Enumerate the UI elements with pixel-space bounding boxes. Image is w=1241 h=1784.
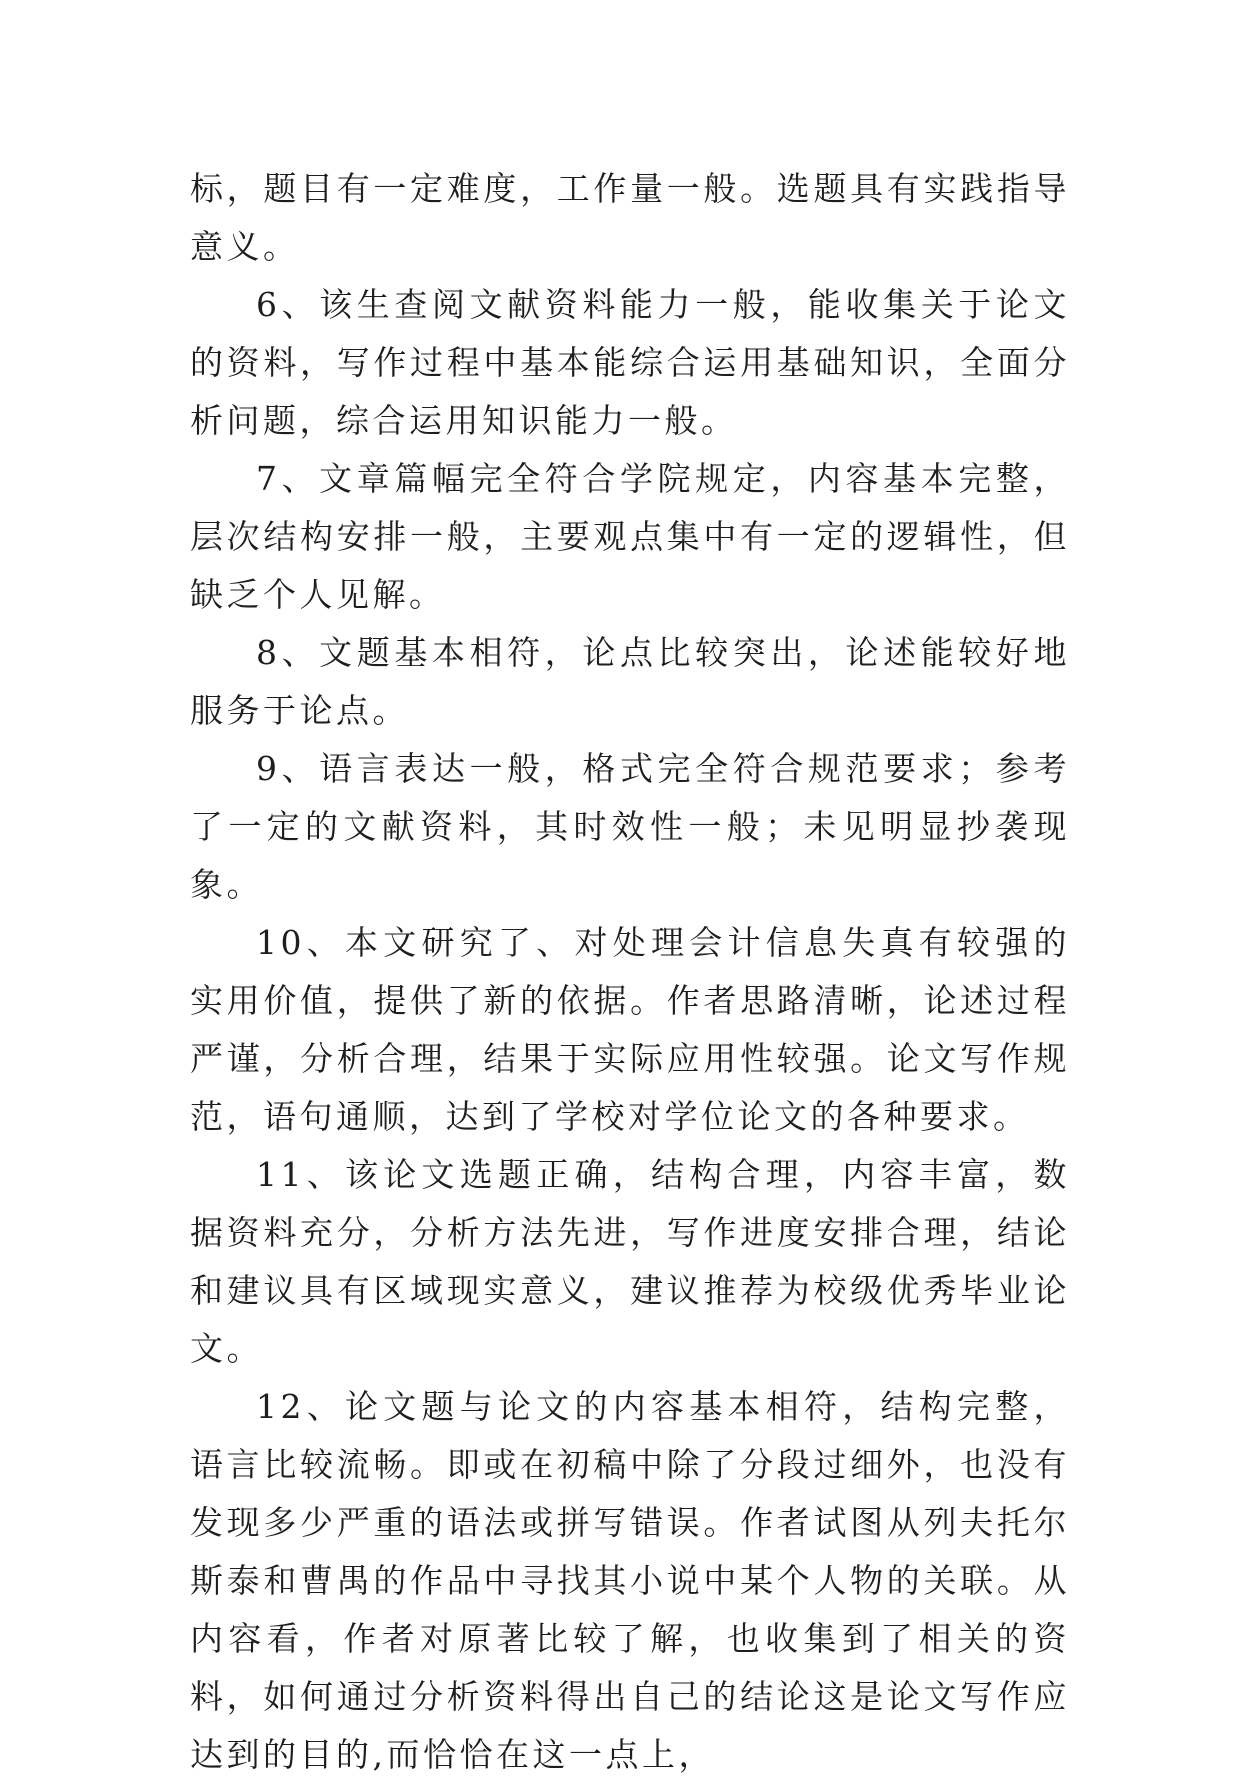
paragraph-comment-11: 11、该论文选题正确，结构合理，内容丰富，数据资料充分，分析方法先进，写作进度安排合理，结论和建议具有区域现实意义，建议推荐为校级优秀毕业论文。 [190,1155,1070,1368]
paragraph-comment-12: 12、论文题与论文的内容基本相符，结构完整，语言比较流畅。即或在初稿中除了分段过细外，也没有发现多少严重的语法或拼写错误。作者试图从列夫托尔斯泰和曹禺的作品中寻找其小说中某个人物的关联。从内容看，作者对原著比较了解，也收集到了相关的资料，如何通过分析资料得出自己的结论这是论文写作应达到的目的,而恰恰在这一点上， [190,1387,1070,1774]
paragraph-continuation: 标，题目有一定难度，工作量一般。选题具有实践指导意义。 [190,169,1070,266]
document-body [190,160,1070,1784]
paragraph-comment-7: 7、文章篇幅完全符合学院规定，内容基本完整，层次结构安排一般，主要观点集中有一定的逻辑性，但缺乏个人见解。 [190,459,1070,614]
paragraph-comment-9: 9、语言表达一般，格式完全符合规范要求；参考了一定的文献资料，其时效性一般；未见明显抄袭现象。 [190,749,1070,904]
paragraph-comment-8: 8、文题基本相符，论点比较突出，论述能较好地服务于论点。 [190,633,1070,730]
paragraph-comment-6: 6、该生查阅文献资料能力一般，能收集关于论文的资料，写作过程中基本能综合运用基础知识，全面分析问题，综合运用知识能力一般。 [190,285,1070,440]
paragraph-comment-10: 10、本文研究了、对处理会计信息失真有较强的实用价值，提供了新的依据。作者思路清晰，论述过程严谨，分析合理，结果于实际应用性较强。论文写作规范，语句通顺，达到了学校对学位论文的各种要求。 [190,923,1070,1136]
